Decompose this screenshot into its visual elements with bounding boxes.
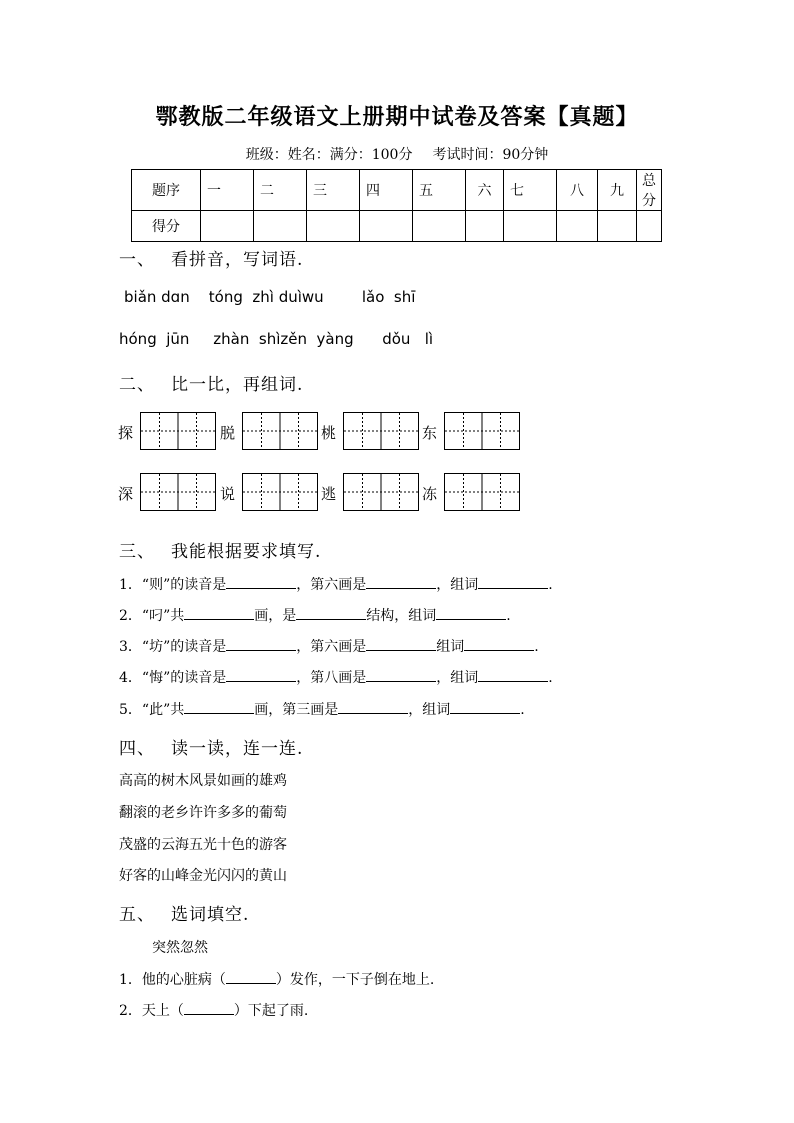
section-4-title: 四、 读一读，连一连. <box>119 739 304 759</box>
header-cell: 二 <box>254 170 307 211</box>
section-5-title: 五、 选词填空. <box>119 905 250 925</box>
header-cell: 一 <box>201 170 254 211</box>
header-cell: 七 <box>504 170 557 211</box>
matching-line: 高高的树木风景如画的雄鸡 <box>119 773 287 789</box>
page-title: 鄂教版二年级语文上册期中试卷及答案【真题】 <box>155 104 639 130</box>
score-table-score-row <box>132 211 662 242</box>
answer-blank[interactable] <box>296 605 366 620</box>
matching-line: 翻滚的老乡许许多多的葡萄 <box>119 805 287 821</box>
writing-grid[interactable] <box>242 412 318 450</box>
answer-blank[interactable] <box>450 699 520 714</box>
writing-grid[interactable] <box>140 473 216 511</box>
time-info: 考试时间：90分钟 <box>432 147 549 163</box>
fill-item-5: 5．“此”共 画，第三画是 ，组词 . <box>119 699 525 719</box>
answer-blank[interactable] <box>226 667 296 682</box>
score-cell[interactable] <box>360 211 413 242</box>
score-cell[interactable] <box>504 211 557 242</box>
writing-grid[interactable] <box>343 412 419 450</box>
grid-lines <box>445 413 519 449</box>
answer-blank[interactable] <box>226 574 296 589</box>
score-cell[interactable] <box>413 211 466 242</box>
grid-lines <box>243 474 317 510</box>
section-2-title: 二、 比一比，再组词. <box>119 375 304 395</box>
pinyin-row-1: biǎn dɑn tóng zhì duìwu lǎo shī <box>124 288 416 306</box>
char-label: 脱 <box>220 424 236 442</box>
section-3-title: 三、 我能根据要求填写. <box>119 542 322 562</box>
answer-blank[interactable] <box>464 636 534 651</box>
char-label: 东 <box>422 424 438 442</box>
score-cell[interactable] <box>598 211 637 242</box>
char-label: 桃 <box>321 424 337 442</box>
answer-blank[interactable] <box>478 667 548 682</box>
matching-line: 好客的山峰金光闪闪的黄山 <box>119 868 287 884</box>
pinyin-row-2: hóng jūn zhàn shìzěn yàng dǒu lì <box>119 330 434 348</box>
row-label: 得分 <box>132 211 201 242</box>
answer-blank[interactable] <box>366 636 436 651</box>
choice-item-1: 1．他的心脏病（ ）发作，一下子倒在地上. <box>119 969 434 989</box>
header-cell: 四 <box>360 170 413 211</box>
writing-grid[interactable] <box>343 473 419 511</box>
score-table <box>131 169 662 242</box>
answer-blank[interactable] <box>184 1000 234 1015</box>
score-cell[interactable] <box>254 211 307 242</box>
header-cell: 八 <box>557 170 598 211</box>
grid-lines <box>141 474 215 510</box>
header-cell: 六 <box>466 170 504 211</box>
fill-item-4: 4．“悔”的读音是 ，第八画是 ，组词 . <box>119 667 553 687</box>
writing-grid[interactable] <box>242 473 318 511</box>
char-label: 冻 <box>422 485 438 503</box>
answer-blank[interactable] <box>184 699 254 714</box>
fill-item-3: 3．“坊”的读音是 ，第六画是 组词 . <box>119 636 539 656</box>
writing-grid[interactable] <box>140 412 216 450</box>
grid-lines <box>344 413 418 449</box>
writing-grid[interactable] <box>444 412 520 450</box>
char-label: 深 <box>118 485 134 503</box>
answer-blank[interactable] <box>184 605 254 620</box>
char-label: 说 <box>220 485 236 503</box>
fill-item-1: 1．“则”的读音是 ，第六画是 ，组词 . <box>119 574 553 594</box>
answer-blank[interactable] <box>478 574 548 589</box>
answer-blank[interactable] <box>366 574 436 589</box>
answer-blank[interactable] <box>226 969 276 984</box>
answer-blank[interactable] <box>436 605 506 620</box>
grid-lines <box>344 474 418 510</box>
fill-item-2: 2．“叼”共 画，是 结构，组词 . <box>119 605 511 625</box>
header-cell: 总分 <box>637 170 662 211</box>
exam-info <box>0 144 794 164</box>
class-info: 班级：姓名：满分：100分 <box>245 147 413 163</box>
writing-grid[interactable] <box>444 473 520 511</box>
char-label: 探 <box>118 424 134 442</box>
char-label: 逃 <box>321 485 337 503</box>
score-cell[interactable] <box>637 211 662 242</box>
grid-lines <box>243 413 317 449</box>
matching-line: 茂盛的云海五光十色的游客 <box>119 837 287 853</box>
grid-lines <box>141 413 215 449</box>
score-cell[interactable] <box>201 211 254 242</box>
section-1-title: 一、 看拼音，写词语. <box>119 250 304 270</box>
score-cell[interactable] <box>466 211 504 242</box>
choice-item-2: 2．天上（ ）下起了雨. <box>119 1000 308 1020</box>
header-cell: 九 <box>598 170 637 211</box>
score-table-header-row <box>132 170 662 211</box>
answer-blank[interactable] <box>226 636 296 651</box>
header-cell: 题序 <box>132 170 201 211</box>
score-cell[interactable] <box>307 211 360 242</box>
answer-blank[interactable] <box>366 667 436 682</box>
score-cell[interactable] <box>557 211 598 242</box>
answer-blank[interactable] <box>338 699 408 714</box>
grid-lines <box>445 474 519 510</box>
header-cell: 三 <box>307 170 360 211</box>
word-options: 突然忽然 <box>152 940 208 956</box>
header-cell: 五 <box>413 170 466 211</box>
